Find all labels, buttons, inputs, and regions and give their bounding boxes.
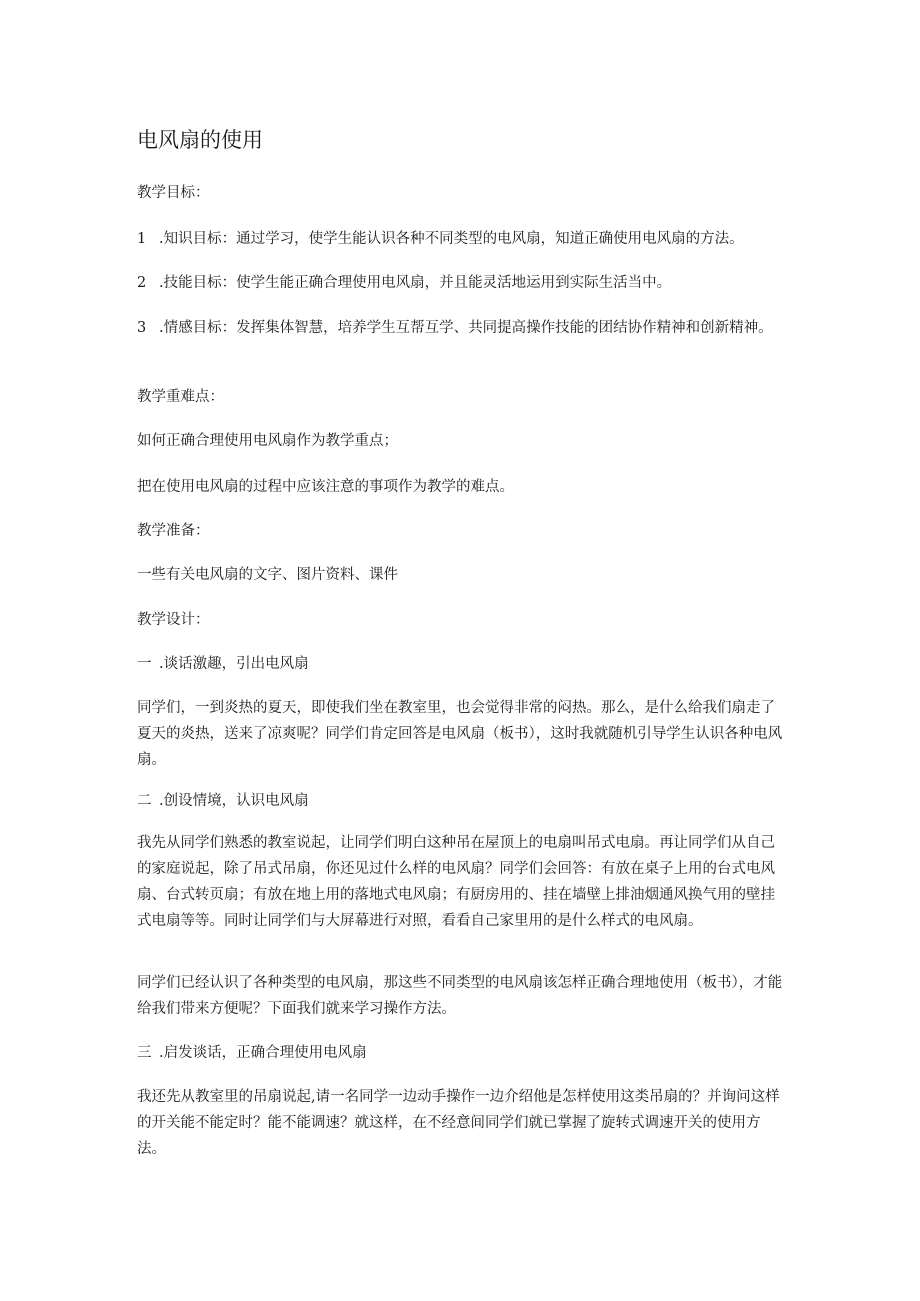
section-paragraph: 同学们已经认识了各种类型的电风扇，那这些不同类型的电风扇该怎样正确合理地使用（板书），才能给我们带来方便呢？下面我们就来学习操作方法。 — [137, 975, 783, 1017]
objective-number: 2 — [137, 275, 147, 291]
section-heading — [137, 1040, 787, 1066]
objective-text: .技能目标：使学生能正确合理使用电风扇，并且能灵活地运用到实际生活当中。 — [159, 275, 672, 291]
section-number: 三 — [137, 1045, 152, 1061]
preparation-text: 一些有关电风扇的文字、图片资料、课件 — [137, 567, 398, 583]
section-number: 二 — [137, 793, 152, 809]
key-point: 如何正确合理使用电风扇作为教学重点； — [137, 433, 398, 449]
section-paragraph: 同学们，一到炎热的夏天，即使我们坐在教室里，也会觉得非常的闷热。那么，是什么给我们扇走了夏天的炎热，送来了凉爽呢？同学们肯定回答是电风扇（板书），这时我就随机引导学生认识各种电风扇。 — [137, 700, 783, 768]
objective-text: .情感目标：发挥集体智慧，培养学生互帮互学、共同提高操作技能的团结协作精神和创新精神。 — [159, 320, 773, 336]
objective-item — [137, 226, 787, 252]
preparation-heading: 教学准备： — [137, 523, 210, 539]
objective-item — [137, 270, 787, 296]
objectives-heading: 教学目标： — [137, 185, 210, 201]
section-heading — [137, 651, 787, 677]
difficult-point: 把在使用电风扇的过程中应该注意的事项作为教学的难点。 — [137, 479, 514, 495]
design-heading: 教学设计： — [137, 612, 210, 628]
objective-text: .知识目标：通过学习，使学生能认识各种不同类型的电风扇，知道正确使用电风扇的方法。 — [159, 231, 744, 247]
objective-item — [137, 315, 787, 341]
section-paragraph: 我先从同学们熟悉的教室说起，让同学们明白这种吊在屋顶上的电扇叫吊式电扇。再让同学们从自己的家庭说起，除了吊式吊扇，你还见过什么样的电风扇？同学们会回答：有放在桌子上用的台式电风扇、台式转页扇；有放在地上用的落地式电风扇；有厨房用的、挂在墙壁上排油烟通风换气用的壁挂式电扇等等。同时让同学们与大屏幕进行对照，看看自己家里用的是什么样式的电风扇。 — [137, 835, 775, 929]
document-title: 电风扇的使用 — [137, 128, 263, 152]
section-paragraph: 我还先从教室里的吊扇说起,请一名同学一边动手操作一边介绍他是怎样使用这类吊扇的？并询问这样的开关能不能定时？能不能调速？就这样，在不经意间同学们就已掌握了旋转式调速开关的使用方法。 — [137, 1089, 780, 1157]
section-title: .创设情境，认识电风扇 — [159, 793, 309, 809]
key-points-heading: 教学重难点： — [137, 389, 224, 405]
section-heading — [137, 788, 787, 814]
section-title: .启发谈话，正确合理使用电风扇 — [159, 1045, 367, 1061]
section-number: 一 — [137, 656, 152, 672]
section-title: .谈话激趣，引出电风扇 — [159, 656, 309, 672]
objective-number: 3 — [137, 320, 147, 336]
objective-number: 1 — [137, 231, 147, 247]
